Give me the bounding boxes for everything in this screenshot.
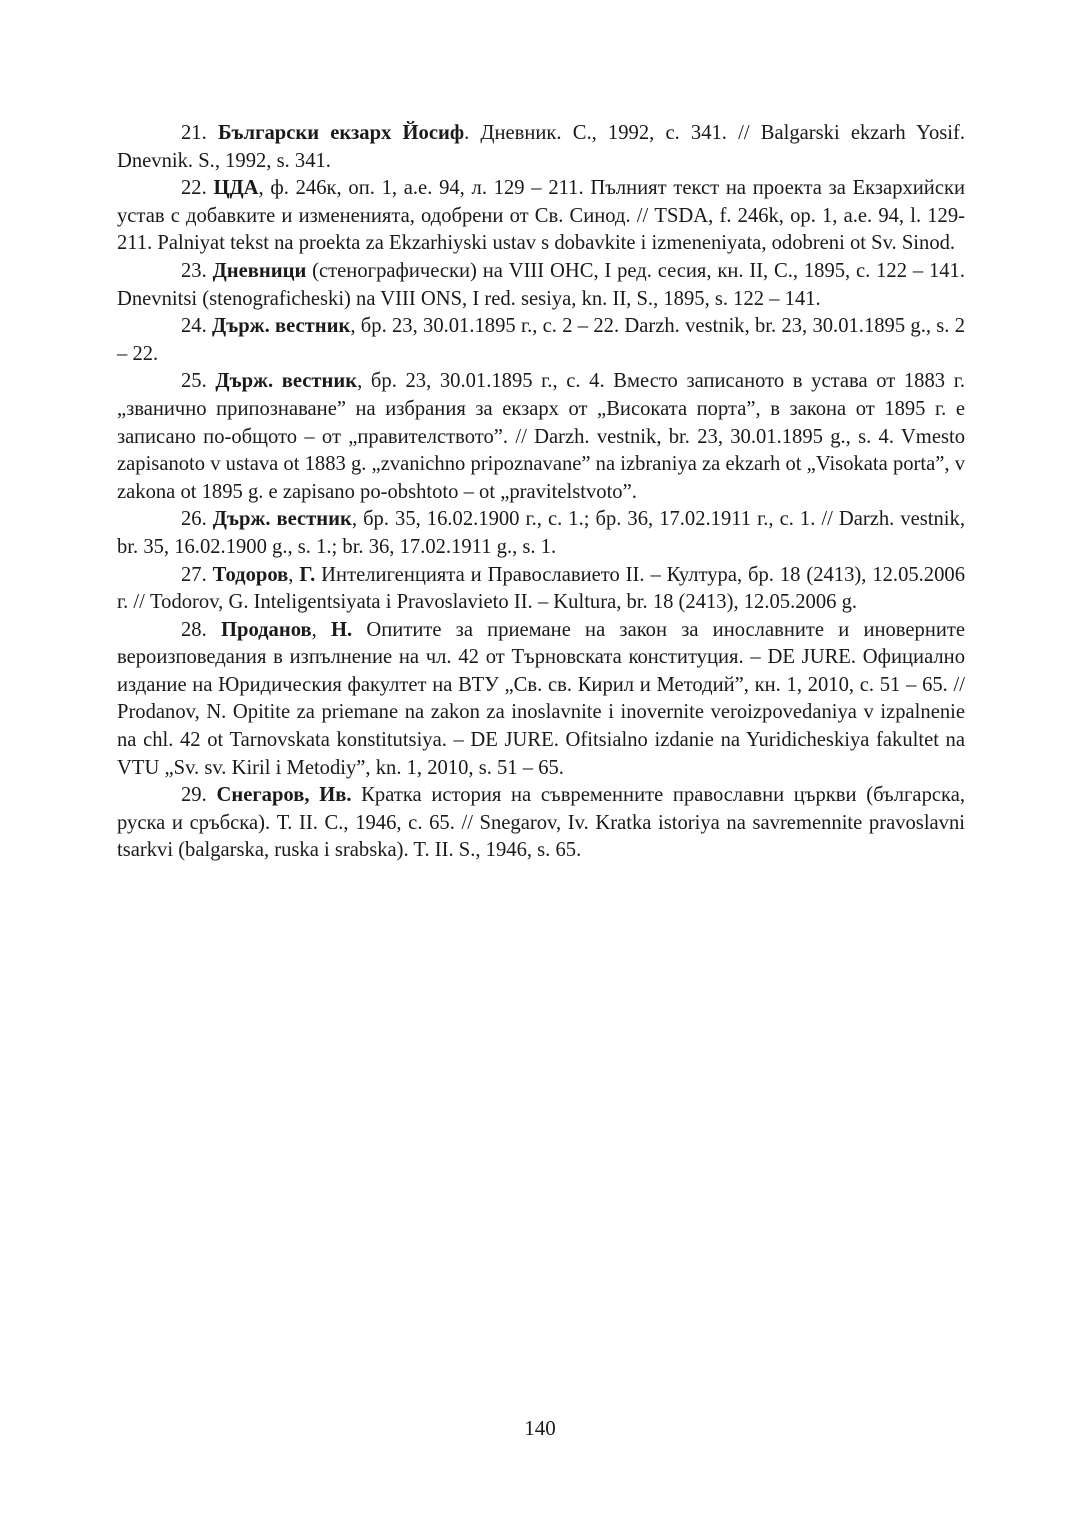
reference-text: Кратка история на съвременните православни църкви (българска, руска и сръбска). Т. II. С., 1946, с. 65. // Snegarov, Iv. Kratka istoriya na savremennite pravoslavni tsarkvi (balgarska, ruska i srabska). T. II. S., 1946, s. 65.	[117, 784, 965, 862]
reference-author: Тодоров	[212, 563, 289, 586]
reference-separator: ,	[311, 618, 332, 641]
reference-number: 24.	[181, 315, 207, 338]
reference-author: Държ. вестник	[212, 508, 352, 531]
reference-author: Проданов	[220, 618, 312, 641]
reference-author: Дневници	[212, 259, 307, 282]
reference-text: , бр. 23, 30.01.1895 г., с. 2 – 22. Darzh. vestnik, br. 23, 30.01.1895 g., s. 2 – 22.	[117, 315, 965, 365]
reference-text: , ф. 246к, оп. 1, а.е. 94, л. 129 – 211. Пълният текст на проекта за Екзархийски устав с добавките и измененията, одобрени от Св. Синод. // TSDA, f. 246k, op. 1, a.e. 94, l. 129-211. Palniyat tekst na proekta za Ekzarhiyski ustav s dobavkite i izmeneniyata, odobreni ot Sv. Sinod.	[117, 177, 965, 255]
reference-author: ЦДА	[213, 177, 259, 200]
reference-item	[117, 506, 965, 561]
reference-author: Снегаров, Ив.	[216, 784, 352, 807]
reference-number: 27.	[181, 563, 207, 586]
reference-author: Държ. вестник	[215, 370, 358, 393]
reference-number: 26.	[181, 508, 207, 531]
reference-item	[117, 258, 965, 313]
reference-author-initial: Г.	[299, 563, 316, 586]
reference-number: 25.	[181, 370, 207, 393]
reference-author: Държ. вестник	[212, 315, 351, 338]
reference-text: . Дневник. С., 1992, с. 341. // Balgarski ekzarh Yosif. Dnevnik. S., 1992, s. 341.	[117, 122, 965, 172]
reference-author: Български екзарх Йосиф	[217, 122, 465, 144]
reference-separator: ,	[288, 563, 300, 586]
reference-item	[117, 782, 965, 865]
reference-text: , бр. 35, 16.02.1900 г., с. 1.; бр. 36, 17.02.1911 г., с. 1. // Darzh. vestnik, br. 35, 16.02.1900 g., s. 1.; br. 36, 17.02.1911 g., s. 1.	[117, 508, 965, 558]
reference-number: 29.	[181, 784, 207, 807]
reference-item	[117, 368, 965, 506]
reference-text: Интелигенцията и Православието II. – Култура, бр. 18 (2413), 12.05.2006 г. // Todorov, G. Inteligentsiyata i Pravoslavieto II. – Kultura, br. 18 (2413), 12.05.2006 g.	[117, 563, 965, 614]
reference-number: 21.	[181, 122, 207, 144]
reference-item	[117, 120, 965, 175]
reference-author-initial: Н.	[331, 618, 353, 641]
reference-item	[117, 175, 965, 258]
reference-item	[117, 313, 965, 368]
reference-number: 28.	[181, 618, 207, 641]
reference-item	[117, 562, 965, 617]
reference-number: 23.	[181, 259, 207, 282]
reference-text: (стенографически) на VIII ОНС, I ред. сесия, кн. II, С., 1895, с. 122 – 141. Dnevnitsi (stenograficheski) na VIII ONS, I red. sesiya, kn. II, S., 1895, s. 122 – 141.	[117, 259, 965, 310]
reference-number: 22.	[181, 177, 207, 200]
reference-text: Опитите за приемане на закон за инославните и иноверните вероизповедания в изпълнение на чл. 42 от Търновската конституция. – DE JURE. Официално издание на Юридическия факултет на ВТУ „Св. св. Кирил и Методий”, кн. 1, 2010, с. 51 – 65. // Prodanov, N. Opitite za priemane na zakon za inoslavnite i inovernite veroizpovedaniya v izpalnenie na chl. 42 ot Tarnovskata konstitutsiya. – DE JURE. Ofitsialno izdanie na Yuridicheskiya fakultet na VTU „Sv. sv. Kiril i Metodiy”, kn. 1, 2010, s. 51 – 65.	[117, 618, 966, 779]
reference-item	[117, 617, 965, 783]
reference-text: , бр. 23, 30.01.1895 г., с. 4. Вместо записаното в устава от 1883 г. „званично припознаване” на избрания за екзарх от „Високата порта”, в закона от 1895 г. е записано по-общото – от „правителството”. // Darzh. vestnik, br. 23, 30.01.1895 g., s. 4. Vmesto zapisanoto v ustava ot 1883 g. „zvanichno pripoznavane” na izbraniya za ekzarh ot „Visokata porta”, v zakona ot 1895 g. e zapisano po-obshtoto – ot „pravitelstvoto”.	[117, 370, 965, 503]
references-list	[117, 120, 965, 865]
page-number: 140	[524, 1416, 556, 1440]
